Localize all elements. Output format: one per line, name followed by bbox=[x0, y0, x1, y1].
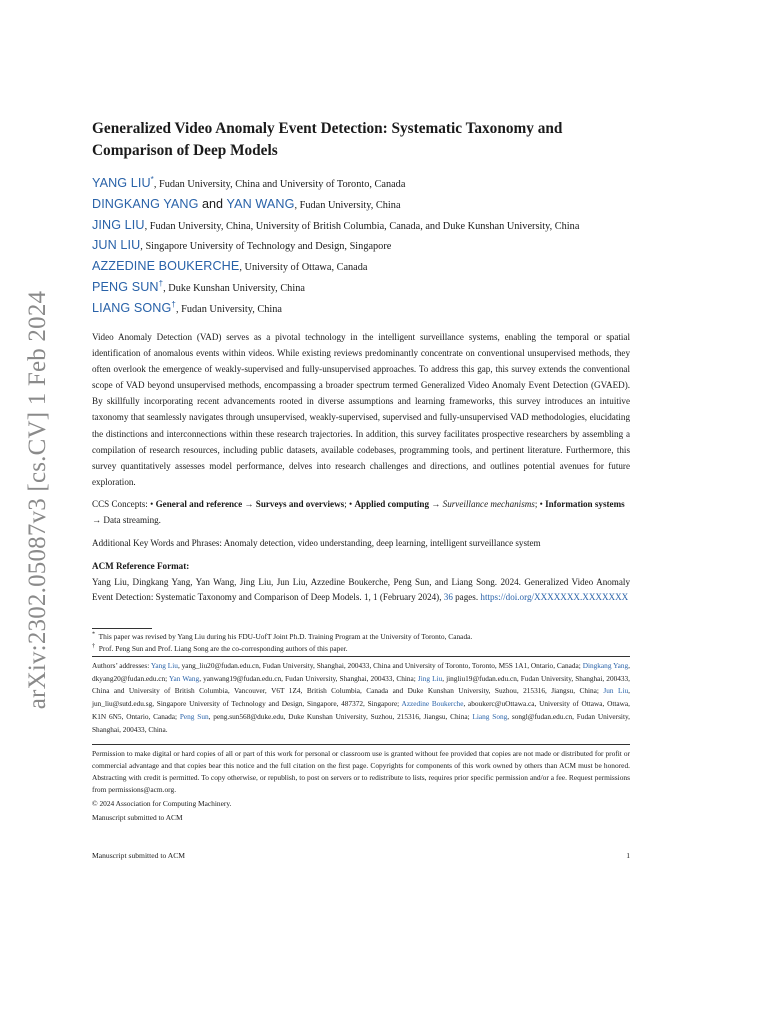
author-affiliation: , Fudan University, China and University of Toronto, Canada bbox=[153, 179, 406, 190]
author-name[interactable]: YANG LIU* bbox=[92, 174, 154, 190]
author-line bbox=[92, 301, 652, 322]
arxiv-stamp bbox=[18, 280, 58, 720]
acm-reference-heading: ACM Reference Format: bbox=[92, 561, 190, 571]
author-name[interactable]: PENG SUN† bbox=[92, 278, 164, 294]
author-line bbox=[92, 197, 652, 218]
author-line bbox=[92, 238, 652, 259]
address-author-link[interactable]: Yang Liu bbox=[150, 661, 178, 670]
author-affiliation: , Singapore University of Technology and Design, Singapore bbox=[140, 241, 392, 253]
author-line bbox=[92, 218, 652, 239]
address-author-link[interactable]: Peng Sun bbox=[179, 711, 209, 721]
author-name[interactable]: YAN WANG bbox=[226, 196, 295, 211]
paper-title: Generalized Video Anomaly Event Detection: Systematic Taxonomy and Comparison of Deep Models bbox=[92, 120, 563, 159]
pages-link[interactable]: 36 bbox=[443, 592, 453, 602]
address-rule bbox=[92, 656, 630, 657]
permission-notice bbox=[92, 748, 630, 823]
author-line bbox=[92, 280, 652, 301]
address-author-link[interactable]: Liang Song bbox=[472, 711, 508, 721]
manuscript-note: Manuscript submitted to ACM bbox=[92, 812, 183, 822]
address-author-link[interactable]: Jing Liu bbox=[417, 673, 443, 683]
acm-reference: ACM Reference Format: Yang Liu, Dingkang Yang, Yan Wang, Jing Liu, Jun Liu, Azzedine Boukerche, Peng Sun, and Liang Song. 2024. Generalized Video Anomaly Event Detection: Systematic Taxonomy and Comparison of Deep Models. 1, 1 (February 2024), 36 pages. https://doi.org/XXXXXXX.XXXXXXX bbox=[92, 561, 630, 602]
author-affiliation: , Fudan University, China bbox=[294, 199, 401, 211]
footnotes bbox=[92, 628, 630, 654]
author-line bbox=[92, 176, 652, 197]
address-author-link[interactable]: Jun Liu bbox=[603, 686, 629, 696]
address-author-link[interactable]: Azzedine Boukerche bbox=[401, 699, 464, 709]
author-addresses: Authors’ addresses: Yang Liu, yang_liu20@fudan.edu.cn, Fudan University, Shanghai, 200433, China and University of Toronto, Toronto, M5S 1A1, Ontario, Canada; Dingkang Yang, dkyang20@fudan.edu.cn; Yan Wang, yanwang19@fudan.edu.cn, Fudan University, Shanghai, 200433, China; Jing Liu, jingliu19@fudan.edu.cn, Fudan University, Shanghai, 200433, China and University of British Columbia, Vancouver, V6T 1Z4, British Columbia, Canada and Duke Kunshan University, Suzhou, 215316, Jiangsu, China; Jun Liu, jun_liu@sutd.edu.sg, Singapore University of Technology and Design, Singapore, 487372, Singapore; Azzedine Boukerche, aboukerc@uOttawa.ca, University of Ottawa, Ottawa, K1N 6N5, Ontario, Canada; Peng Sun, peng.sun568@duke.edu, Duke Kunshan University, Suzhou, 215316, Jiangsu, China; Liang Song, songl@fudan.edu.cn, Fudan University, Shanghai, 200433, China. bbox=[92, 660, 630, 736]
author-affiliation: , University of Ottawa, Canada bbox=[239, 262, 368, 274]
author-list bbox=[92, 176, 652, 322]
author-line bbox=[92, 259, 652, 280]
author-name[interactable]: AZZEDINE BOUKERCHE bbox=[92, 259, 240, 274]
permission-rule bbox=[92, 744, 630, 745]
address-author-link[interactable]: Dingkang Yang bbox=[582, 661, 629, 670]
page-number: 1 bbox=[626, 851, 630, 860]
author-affiliation: , Fudan University, China, University of British Columbia, Canada, and Duke Kunshan University, China bbox=[144, 220, 580, 232]
arxiv-stamp-text: arXiv:2302.05087v3 [cs.CV] 1 Feb 2024 bbox=[24, 290, 51, 710]
page-footer bbox=[92, 851, 630, 860]
footer-left: Manuscript submitted to ACM bbox=[92, 851, 186, 860]
permission-text: Permission to make digital or hard copies of all or part of this work for personal or classroom use is granted without fee provided that copies are not made or distributed for profit or commercial advantage and that copies bear this notice and the full citation on the first page. Copyrights for components of this work owned by others than ACM must be honored. Abstracting with credit is permitted. To copy otherwise, or republish, to post on servers or to redistribute to lists, requires prior specific permission and/or a fee. Request permissions from permissions@acm.org. bbox=[92, 749, 630, 794]
author-name[interactable]: DINGKANG YANG bbox=[92, 196, 199, 211]
acm-reference-text: Yang Liu, Dingkang Yang, Yan Wang, Jing Liu, Jun Liu, Azzedine Boukerche, Peng Sun, and Liang Song. 2024. Generalized Video Anomaly Event Detection: Systematic Taxonomy and Comparison of Deep Models. 1, 1 (February 2024), bbox=[92, 576, 630, 602]
copyright-line: © 2024 Association for Computing Machinery. bbox=[92, 798, 232, 808]
author-name[interactable]: JING LIU bbox=[92, 217, 145, 232]
abstract: Video Anomaly Detection (VAD) serves as a pivotal technology in the intelligent surveillance systems, enabling the temporal or spatial identification of anomalous events within videos. While existing reviews predominantly concentrate on conventional unsupervised methods, they often overlook the emergence of weakly-supervised and fully-unsupervised approaches. To address this gap, this survey extends the conventional scope of VAD beyond unsupervised methods, encompassing a broader spectrum termed Generalized Video Anomaly Event Detection (GVAED). By skillfully incorporating recent advancements rooted in diverse assumptions and learning frameworks, this survey introduces an intuitive taxonomy that seamlessly navigates through unsupervised, weakly-supervised, supervised and fully-unsupervised VAD methodologies, elucidating the distinctions and interconnections within these research trajectories. In addition, this survey facilitates prospective researchers by assembling a compilation of research resources, including public datasets, available codebases, programming tools, and pertinent literature. Furthermore, this survey quantitatively assesses model performance, delves into research challenges and directions, and outlines potential avenues for future exploration. bbox=[92, 332, 630, 487]
author-name[interactable]: LIANG SONG† bbox=[92, 299, 176, 315]
ccs-concepts: CCS Concepts: • General and reference → Surveys and overviews; • Applied computing → Surveillance mechanisms; • Information systems → Data streaming. bbox=[92, 499, 625, 526]
author-affiliation: , Fudan University, China bbox=[175, 303, 282, 315]
keywords: Additional Key Words and Phrases: Anomaly detection, video understanding, deep learning, intelligent surveillance system bbox=[92, 538, 541, 548]
footnote: * This paper was revised by Yang Liu during his FDU-UofT Joint Ph.D. Training Program at the University of Toronto, Canada. bbox=[92, 631, 473, 641]
author-affiliation: , Duke Kunshan University, China bbox=[163, 282, 305, 294]
address-author-link[interactable]: Yan Wang bbox=[169, 673, 200, 683]
footnote: † Prof. Peng Sun and Prof. Liang Song are the co-corresponding authors of this paper. bbox=[92, 643, 348, 653]
author-joiner: and bbox=[198, 196, 227, 211]
doi-link[interactable]: https://doi.org/XXXXXXX.XXXXXXX bbox=[480, 592, 629, 602]
author-name[interactable]: JUN LIU bbox=[92, 238, 141, 253]
footnote-rule bbox=[92, 628, 152, 629]
